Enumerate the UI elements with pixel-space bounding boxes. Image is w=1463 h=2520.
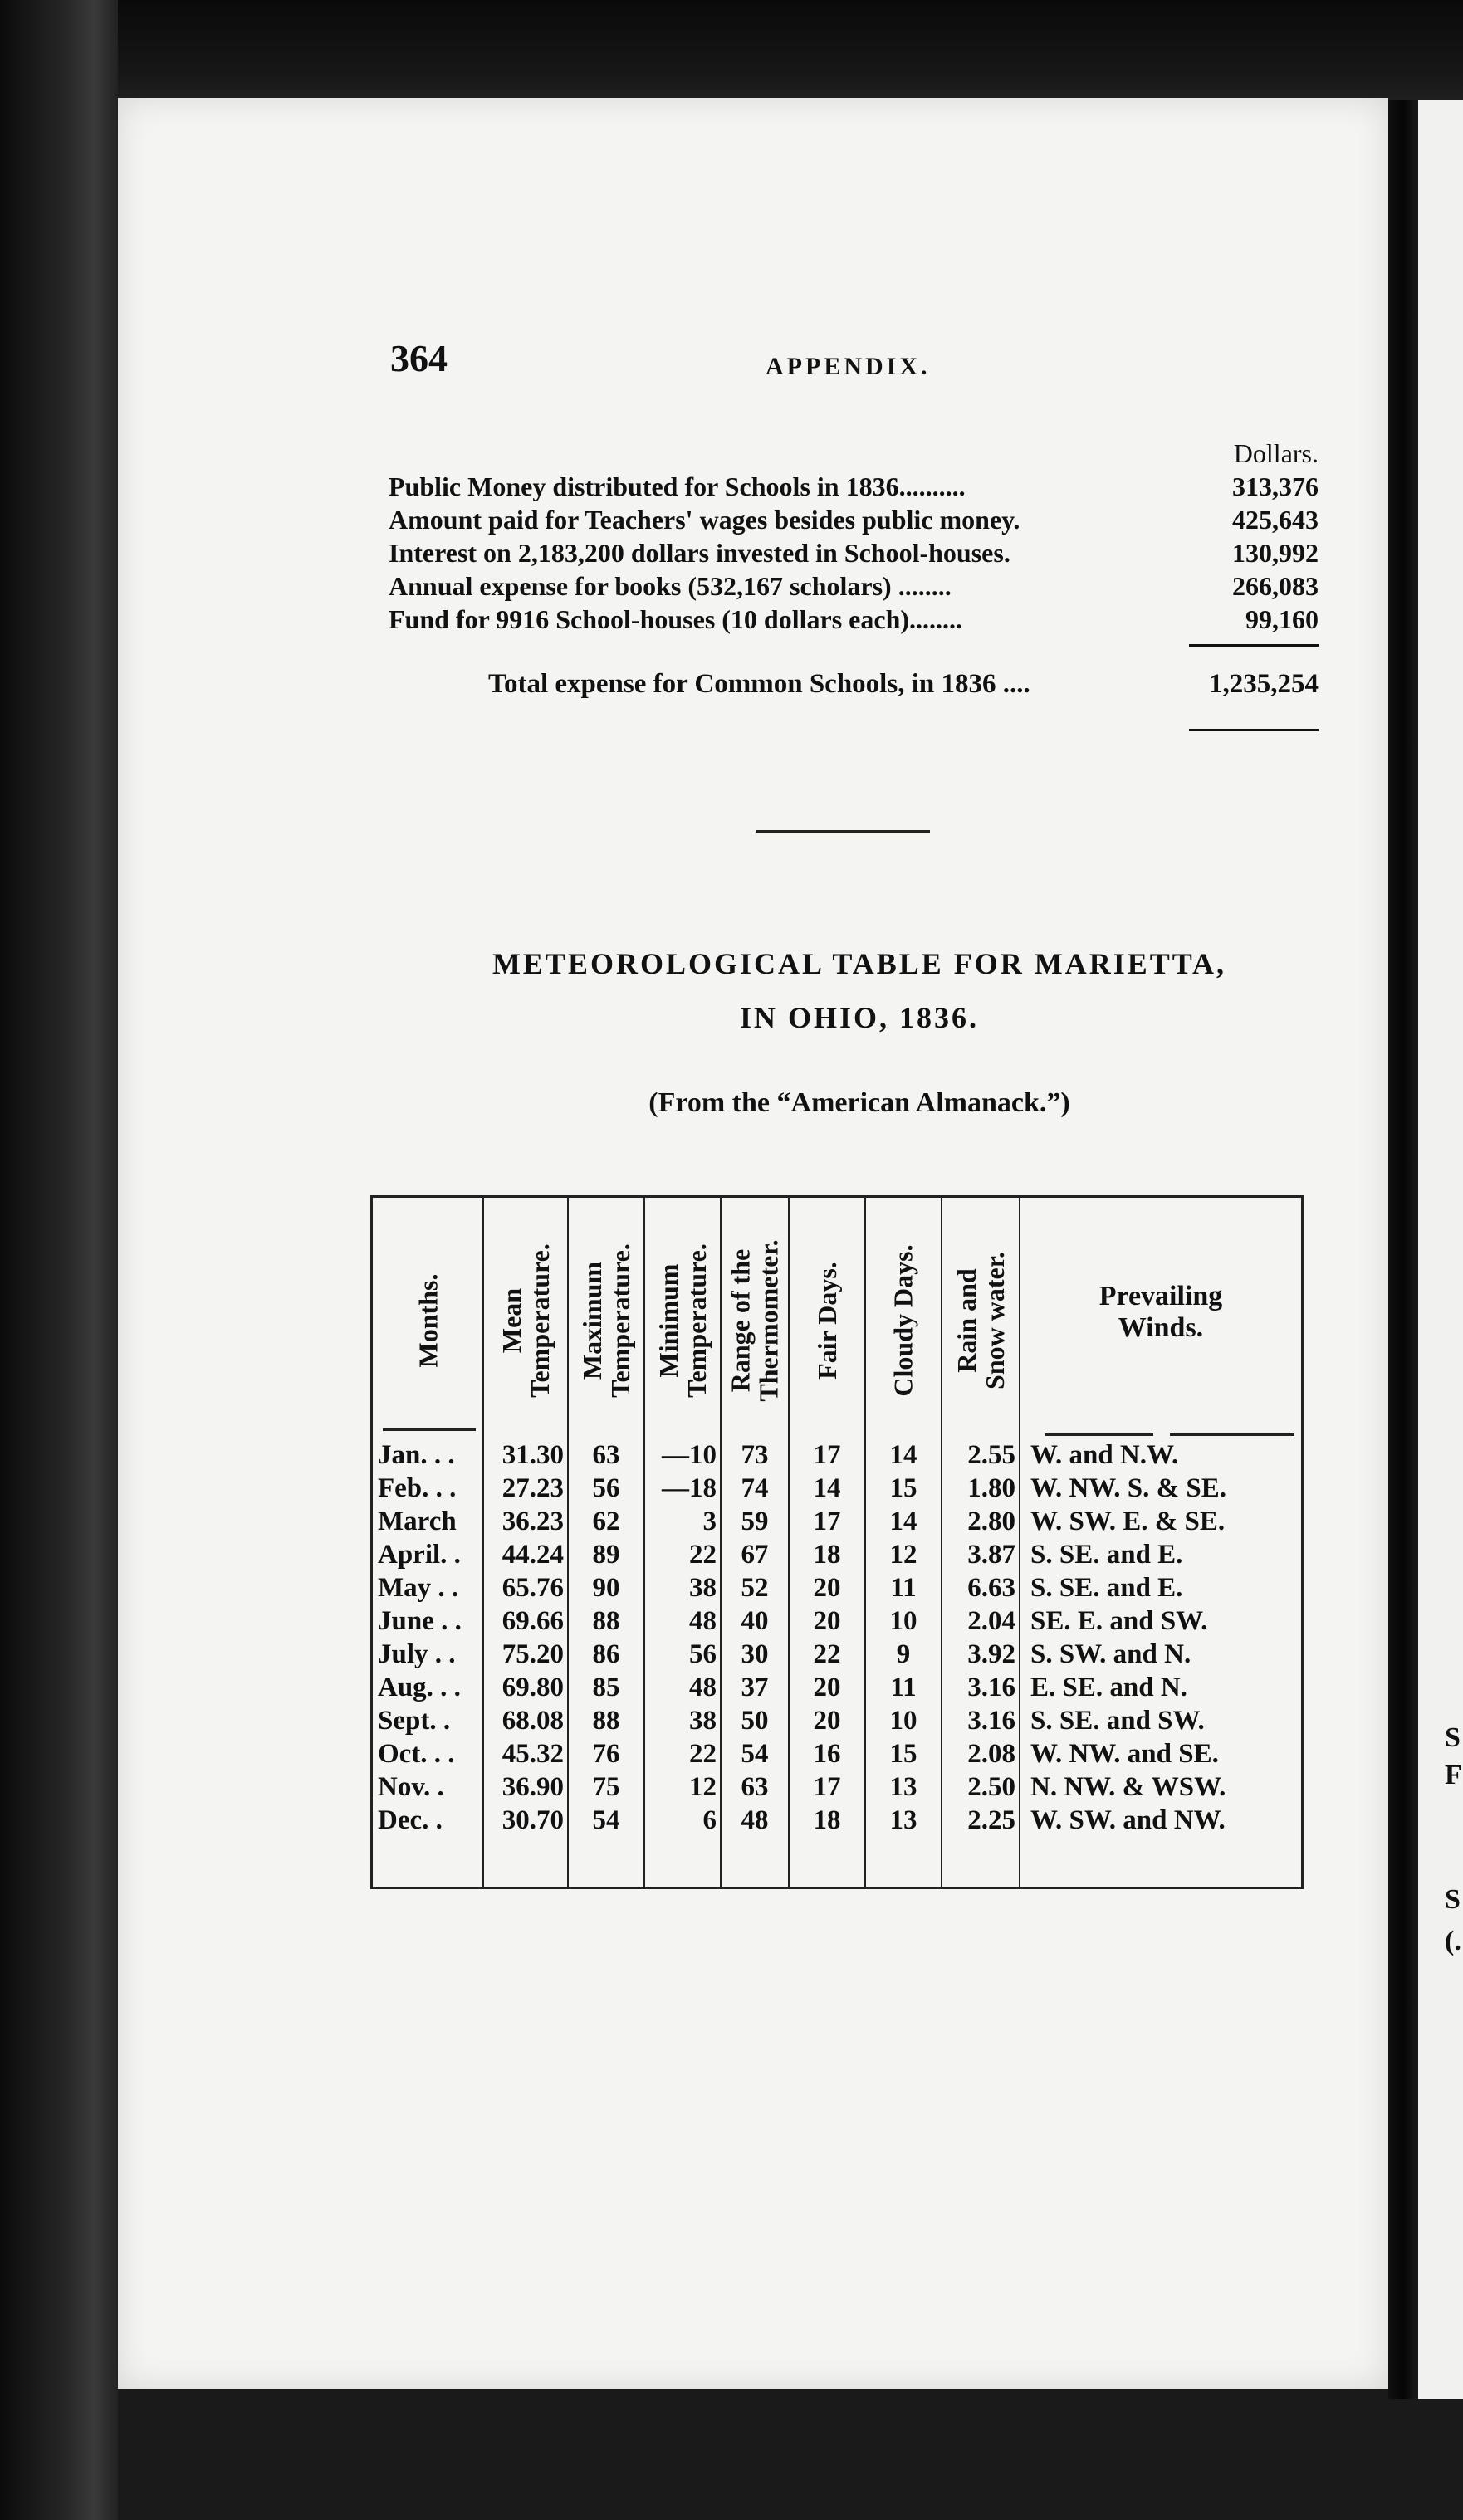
cell-winds: S. SW. and N. <box>1030 1639 1191 1669</box>
next-page-edge <box>1418 100 1463 2399</box>
cell-fair: 17 <box>813 1772 841 1802</box>
cell-min: 22 <box>689 1540 717 1570</box>
header-min <box>645 1213 720 1428</box>
cell-cloudy: 11 <box>890 1573 917 1603</box>
cell-min: 38 <box>689 1706 717 1736</box>
header-max-line2: Temperature. <box>605 1243 635 1398</box>
cell-range: 40 <box>741 1606 769 1636</box>
header-cloudy <box>866 1213 941 1428</box>
cell-fair: 17 <box>813 1507 841 1536</box>
page-number: 364 <box>390 337 448 379</box>
header-min-line1: Minimum <box>653 1263 683 1378</box>
cell-cloudy: 12 <box>889 1540 917 1570</box>
table-row <box>373 1438 1301 1472</box>
cell-rain: 2.08 <box>967 1739 1015 1769</box>
header-range-line2: Thermometer. <box>754 1239 784 1402</box>
cell-fair: 22 <box>813 1639 841 1669</box>
cell-winds: E. SE. and N. <box>1030 1673 1187 1702</box>
header-rule <box>1045 1433 1153 1436</box>
cell-winds: W. SW. E. & SE. <box>1030 1507 1226 1536</box>
cell-month: Aug. . . <box>378 1673 461 1702</box>
header-rule <box>1170 1433 1294 1436</box>
header-range <box>722 1213 788 1428</box>
cell-cloudy: 14 <box>889 1507 917 1536</box>
table-row <box>373 1505 1301 1538</box>
cell-max: 90 <box>592 1573 620 1603</box>
cell-fair: 16 <box>813 1739 841 1769</box>
cell-winds: W. SW. and NW. <box>1030 1805 1226 1835</box>
cell-mean: 36.23 <box>502 1507 564 1536</box>
cell-mean: 75.20 <box>502 1639 564 1669</box>
cell-rain: 3.92 <box>967 1639 1015 1669</box>
cell-fair: 17 <box>813 1440 841 1470</box>
cell-mean: 45.32 <box>502 1739 564 1769</box>
expense-value: 313,376 <box>1232 471 1319 501</box>
header-mean <box>484 1213 567 1428</box>
running-head: APPENDIX. <box>766 353 931 380</box>
cell-range: 63 <box>741 1772 769 1802</box>
cell-max: 54 <box>592 1805 620 1835</box>
cell-winds: S. SE. and SW. <box>1030 1706 1205 1736</box>
cell-cloudy: 13 <box>889 1805 917 1835</box>
cell-rain: 1.80 <box>967 1473 1015 1503</box>
cell-range: 54 <box>741 1739 769 1769</box>
header-winds <box>1020 1281 1301 1344</box>
cell-mean: 69.66 <box>502 1606 564 1636</box>
expense-value: 99,160 <box>1245 604 1319 634</box>
cell-cloudy: 13 <box>889 1772 917 1802</box>
cell-month: Oct. . . <box>378 1739 455 1769</box>
header-months-text: Months. <box>413 1273 443 1368</box>
next-page-fragment: F <box>1445 1760 1462 1790</box>
table-body <box>373 1438 1301 1837</box>
scan-border-left <box>0 0 118 2520</box>
cell-mean: 65.76 <box>502 1573 564 1603</box>
header-winds-line1: Prevailing <box>1098 1281 1223 1311</box>
header-winds-line2: Winds. <box>1118 1312 1204 1343</box>
header-range-line1: Range of the <box>726 1248 756 1393</box>
cell-range: 30 <box>741 1639 769 1669</box>
cell-cloudy: 15 <box>889 1739 917 1769</box>
cell-max: 89 <box>592 1540 620 1570</box>
cell-month: March <box>378 1507 457 1536</box>
cell-max: 75 <box>592 1772 620 1802</box>
cell-winds: S. SE. and E. <box>1030 1540 1183 1570</box>
header-months <box>373 1213 482 1428</box>
cell-winds: W. NW. and SE. <box>1030 1739 1219 1769</box>
cell-cloudy: 15 <box>889 1473 917 1503</box>
cell-fair: 14 <box>813 1473 841 1503</box>
table-row <box>373 1538 1301 1571</box>
cell-fair: 20 <box>813 1706 841 1736</box>
cell-rain: 3.16 <box>967 1706 1015 1736</box>
cell-mean: 36.90 <box>502 1772 564 1802</box>
expense-label: Fund for 9916 School-houses (10 dollars each)........ <box>389 604 963 634</box>
cell-min: —18 <box>662 1473 717 1503</box>
cell-min: 56 <box>689 1639 717 1669</box>
table-row <box>373 1604 1301 1638</box>
cell-month: Jan. . . <box>378 1440 455 1470</box>
cell-max: 56 <box>592 1473 620 1503</box>
header-rain-line2: Snow water. <box>980 1252 1010 1389</box>
cell-rain: 6.63 <box>967 1573 1015 1603</box>
expense-label: Public Money distributed for Schools in 1836.......... <box>389 471 966 501</box>
header-max-line1: Maximum <box>577 1261 607 1380</box>
cell-winds: W. NW. S. & SE. <box>1030 1473 1226 1503</box>
expense-label: Annual expense for books (532,167 scholars) ........ <box>389 571 952 601</box>
cell-min: 6 <box>702 1805 717 1835</box>
sum-rule <box>1189 644 1319 647</box>
cell-winds: W. and N.W. <box>1030 1440 1179 1470</box>
cell-fair: 18 <box>813 1805 841 1835</box>
expense-value: 130,992 <box>1232 538 1319 568</box>
table-row <box>373 1571 1301 1604</box>
expense-row <box>389 603 1319 636</box>
header-rain <box>942 1213 1019 1428</box>
header-rain-line1: Rain and <box>952 1268 981 1373</box>
cell-winds: N. NW. & WSW. <box>1030 1772 1226 1802</box>
expense-row <box>389 569 1319 603</box>
table-row <box>373 1704 1301 1737</box>
header-min-line2: Temperature. <box>682 1243 712 1398</box>
cell-mean: 27.23 <box>502 1473 564 1503</box>
table-title-line2: IN OHIO, 1836. <box>739 1001 980 1034</box>
table-row <box>373 1737 1301 1770</box>
expense-value: 266,083 <box>1232 571 1319 601</box>
expense-row <box>389 503 1319 536</box>
next-page-fragment: S <box>1445 1884 1461 1915</box>
meteorological-table <box>370 1195 1304 1889</box>
cell-max: 88 <box>592 1706 620 1736</box>
cell-fair: 18 <box>813 1540 841 1570</box>
cell-max: 86 <box>592 1639 620 1669</box>
cell-month: Dec. . <box>378 1805 443 1835</box>
cell-mean: 31.30 <box>502 1440 564 1470</box>
section-divider <box>756 830 930 833</box>
cell-month: Feb. . . <box>378 1473 457 1503</box>
cell-fair: 20 <box>813 1606 841 1636</box>
cell-range: 50 <box>741 1706 769 1736</box>
dollars-column-head: Dollars. <box>1233 438 1319 468</box>
cell-range: 37 <box>741 1673 769 1702</box>
book-gutter <box>1388 100 1418 2399</box>
cell-range: 59 <box>741 1507 769 1536</box>
table-source: (From the “American Almanack.”) <box>648 1087 1070 1118</box>
header-rule <box>383 1428 476 1431</box>
total-row <box>488 669 1319 700</box>
cell-max: 76 <box>592 1739 620 1769</box>
cell-cloudy: 9 <box>896 1639 911 1669</box>
cell-min: 12 <box>689 1772 717 1802</box>
cell-rain: 3.16 <box>967 1673 1015 1702</box>
total-value: 1,235,254 <box>1209 669 1319 699</box>
cell-min: 48 <box>689 1673 717 1702</box>
next-page-fragment: (. <box>1445 1926 1461 1956</box>
cell-min: 48 <box>689 1606 717 1636</box>
cell-max: 88 <box>592 1606 620 1636</box>
cell-fair: 20 <box>813 1673 841 1702</box>
header-mean-line1: Mean <box>497 1287 526 1354</box>
cell-max: 62 <box>592 1507 620 1536</box>
cell-min: 3 <box>702 1507 717 1536</box>
cell-rain: 2.50 <box>967 1772 1015 1802</box>
table-row <box>373 1770 1301 1804</box>
table-row <box>373 1671 1301 1704</box>
cell-min: —10 <box>662 1440 717 1470</box>
cell-range: 48 <box>741 1805 769 1835</box>
cell-month: April. . <box>378 1540 461 1570</box>
cell-month: June . . <box>378 1606 462 1636</box>
expense-row <box>389 470 1319 503</box>
table-row <box>373 1472 1301 1505</box>
cell-range: 67 <box>741 1540 769 1570</box>
cell-month: July . . <box>378 1639 456 1669</box>
cell-cloudy: 10 <box>889 1706 917 1736</box>
cell-min: 22 <box>689 1739 717 1769</box>
cell-rain: 2.04 <box>967 1606 1015 1636</box>
cell-range: 52 <box>741 1573 769 1603</box>
cell-mean: 44.24 <box>502 1540 564 1570</box>
header-cloudy-text: Cloudy Days. <box>888 1244 918 1397</box>
header-fair-text: Fair Days. <box>812 1262 842 1380</box>
cell-rain: 3.87 <box>967 1540 1015 1570</box>
cell-max: 85 <box>592 1673 620 1702</box>
cell-month: Sept. . <box>378 1706 451 1736</box>
cell-winds: SE. E. and SW. <box>1030 1606 1208 1636</box>
expense-label: Interest on 2,183,200 dollars invested in School-houses. <box>389 538 1010 568</box>
cell-mean: 68.08 <box>502 1706 564 1736</box>
cell-winds: S. SE. and E. <box>1030 1573 1183 1603</box>
next-page-fragment: S <box>1445 1722 1461 1753</box>
expense-label: Amount paid for Teachers' wages besides public money. <box>389 505 1020 535</box>
cell-cloudy: 14 <box>889 1440 917 1470</box>
scan-border-top <box>0 0 1463 100</box>
expense-rows <box>389 470 1319 636</box>
expense-row <box>389 536 1319 569</box>
cell-cloudy: 11 <box>890 1673 917 1702</box>
cell-max: 63 <box>592 1440 620 1470</box>
table-row <box>373 1804 1301 1837</box>
cell-range: 73 <box>741 1440 769 1470</box>
cell-month: May . . <box>378 1573 459 1603</box>
total-rule <box>1189 729 1319 731</box>
header-max <box>569 1213 643 1428</box>
total-label: Total expense for Common Schools, in 1836 .... <box>488 669 1030 699</box>
cell-mean: 30.70 <box>502 1805 564 1835</box>
expense-value: 425,643 <box>1232 505 1319 535</box>
header-mean-line2: Temperature. <box>525 1243 555 1398</box>
cell-rain: 2.80 <box>967 1507 1015 1536</box>
header-fair <box>790 1213 864 1428</box>
cell-mean: 69.80 <box>502 1673 564 1702</box>
cell-range: 74 <box>741 1473 769 1503</box>
cell-month: Nov. . <box>378 1772 444 1802</box>
cell-rain: 2.25 <box>967 1805 1015 1835</box>
cell-fair: 20 <box>813 1573 841 1603</box>
cell-min: 38 <box>689 1573 717 1603</box>
table-row <box>373 1638 1301 1671</box>
cell-cloudy: 10 <box>889 1606 917 1636</box>
cell-rain: 2.55 <box>967 1440 1015 1470</box>
table-title: METEOROLOGICAL TABLE FOR MARIETTA, <box>492 947 1227 980</box>
